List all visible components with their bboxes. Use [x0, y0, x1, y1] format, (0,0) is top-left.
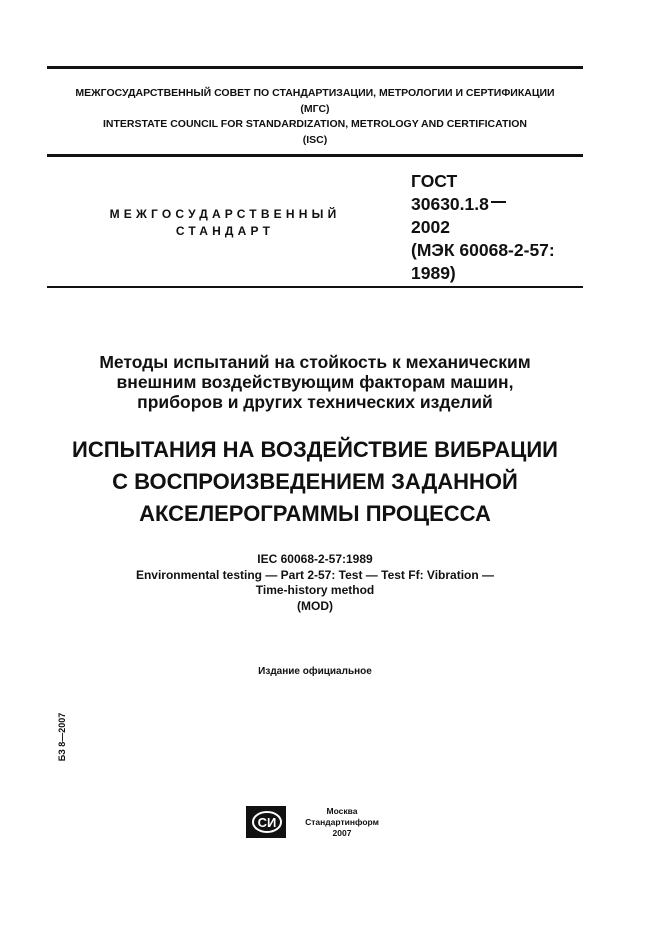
edition-label: Издание официальное: [258, 666, 372, 677]
council-name-ru: МЕЖГОСУДАРСТВЕННЫЙ СОВЕТ ПО СТАНДАРТИЗАЦИИ, МЕТРОЛОГИИ И СЕРТИФИКАЦИИ: [75, 87, 555, 99]
standard-type: [75, 206, 375, 240]
top-rule: [47, 66, 583, 69]
publisher-logo-icon: [246, 806, 286, 838]
side-code: БЗ 8—2007: [57, 712, 67, 762]
document-subtitle: [40, 352, 590, 412]
iec-block: [60, 552, 570, 614]
council-header: [47, 86, 583, 148]
iec-reference-year: 1989): [411, 263, 456, 283]
document-title: [30, 434, 600, 530]
council-bottom-rule: [47, 154, 583, 157]
iec-modification: (MOD): [297, 598, 333, 613]
publisher-city: Москва: [326, 806, 358, 816]
subtitle-line3: приборов и других технических изделий: [137, 392, 493, 412]
publisher-name: Стандартинформ: [305, 817, 379, 827]
standard-type-line2: СТАНДАРТ: [175, 224, 275, 238]
gost-year: 2002: [411, 217, 450, 237]
iec-title-line2: Time-history method: [255, 583, 375, 597]
logo-text: СИ: [257, 815, 277, 830]
publisher-info: [292, 806, 392, 839]
gost-label: ГОСТ: [411, 171, 458, 191]
standard-bottom-rule: [47, 286, 583, 288]
iec-number: IEC 60068-2-57:1989: [257, 552, 373, 566]
iec-reference: (МЭК 60068-2-57:: [411, 240, 555, 260]
subtitle-line1: Методы испытаний на стойкость к механическим: [99, 352, 531, 372]
title-line1: ИСПЫТАНИЯ НА ВОЗДЕЙСТВИЕ ВИБРАЦИИ: [72, 437, 558, 462]
council-name-en: INTERSTATE COUNCIL FOR STANDARDIZATION, METROLOGY AND CERTIFICATION: [102, 118, 528, 130]
gost-number: 30630.1.8: [411, 194, 489, 214]
council-abbr-en: (ISC): [302, 133, 328, 146]
title-line3: АКСЕЛЕРОГРАММЫ ПРОЦЕССА: [139, 501, 491, 526]
publisher-year: 2007: [332, 828, 352, 838]
title-line2: С ВОСПРОИЗВЕДЕНИЕМ ЗАДАННОЙ: [112, 469, 518, 494]
iec-title-line1: Environmental testing — Part 2-57: Test — Test Ff: Vibration —: [135, 567, 495, 582]
subtitle-line2: внешним воздействующим факторам машин,: [116, 372, 514, 392]
standard-designation: [411, 170, 591, 285]
gost-number-row: [411, 193, 591, 216]
standard-type-line1: МЕЖГОСУДАРСТВЕННЫЙ: [109, 207, 341, 221]
council-abbr-ru: (МГС): [300, 102, 330, 115]
gost-dash: [491, 201, 506, 203]
